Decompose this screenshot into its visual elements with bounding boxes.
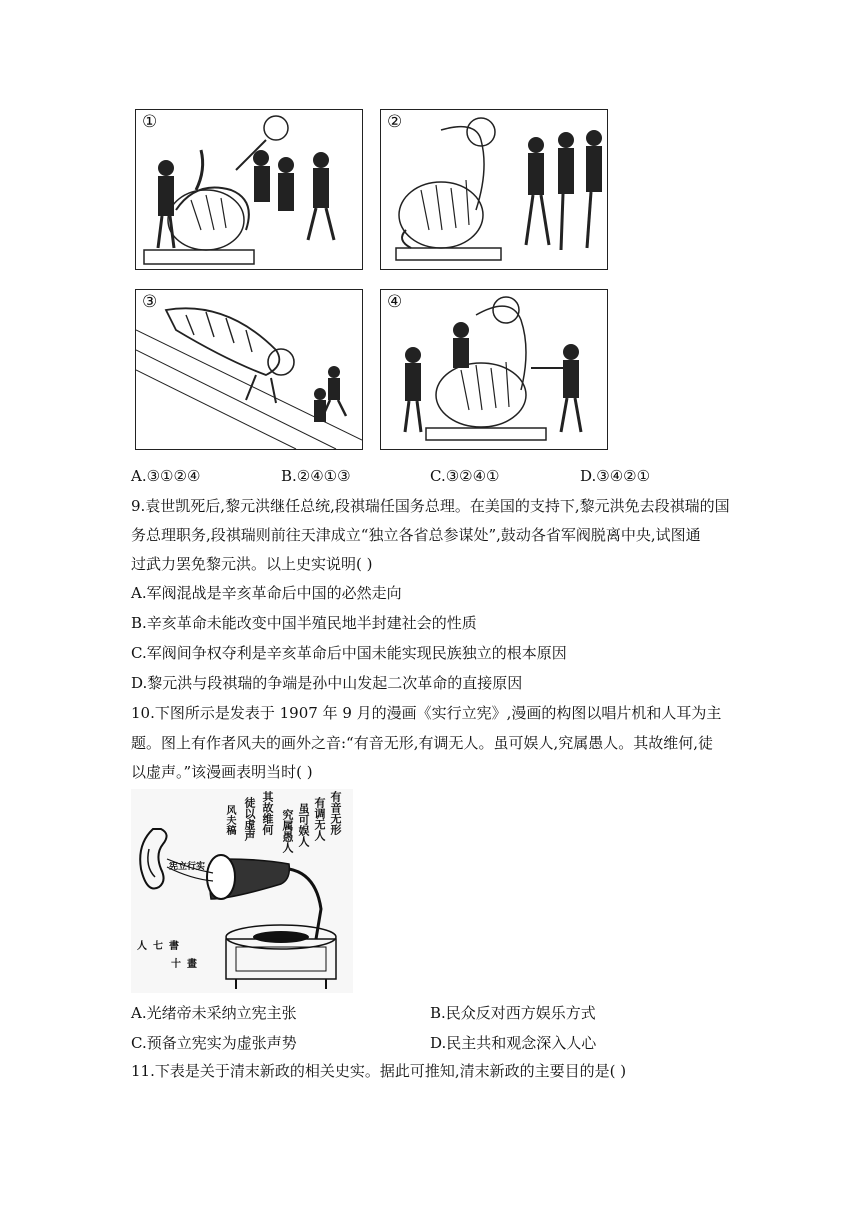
q9-option-d: D.黎元洪与段祺瑞的争端是孙中山发起二次革命的直接原因 bbox=[131, 674, 523, 692]
q9-option-b: B.辛亥革命未能改变中国半殖民地半封建社会的性质 bbox=[131, 614, 477, 632]
q9-option-c: C.军阀间争权夺利是辛亥革命后中国未能实现民族独立的根本原因 bbox=[131, 644, 567, 662]
q10-option-c: C.预备立宪实为虚张声势 bbox=[131, 1034, 297, 1052]
q8-option-b: B.②④①③ bbox=[281, 467, 351, 485]
panel-number: ① bbox=[142, 112, 158, 132]
q11-stem-line-1: 11.下表是关于清末新政的相关史实。据此可推知,清末新政的主要目的是( ) bbox=[131, 1062, 627, 1080]
q9-stem-line-1: 9.袁世凯死后,黎元洪继任总统,段祺瑞任国务总理。在美国的支持下,黎元洪免去段祺瑞的国 bbox=[131, 497, 730, 515]
q9-option-a: A.军阀混战是辛亥革命后中国的必然走向 bbox=[131, 584, 402, 602]
cartoon-record-label: 宪立行实 bbox=[169, 862, 206, 872]
gramophone-cartoon bbox=[131, 789, 353, 993]
cartoon-bottom-text-2: 十畫 bbox=[171, 959, 203, 970]
panel-number: ② bbox=[387, 112, 403, 132]
cartoon-text-col-3: 虽可娱人 bbox=[297, 803, 310, 847]
q10-option-b: B.民众反对西方娱乐方式 bbox=[430, 1004, 596, 1022]
q10-stem-line-2: 题。图上有作者风夫的画外之音:“有音无形,有调无人。虽可娱人,究属愚人。其故维何,徒 bbox=[131, 734, 714, 752]
q10-stem-line-1: 10.下图所示是发表于 1907 年 9 月的漫画《实行立宪》,漫画的构图以唱片机和人耳为主 bbox=[131, 704, 722, 722]
cartoon-text-col-4: 究属愚人 bbox=[281, 809, 294, 853]
cartoon-text-col-7: 风夫稿 bbox=[224, 805, 235, 835]
cartoon-panel-2 bbox=[380, 109, 608, 270]
cartoon-text-col-6: 徒以虚声 bbox=[243, 797, 256, 841]
cartoon-text-col-5: 其故维何 bbox=[261, 791, 274, 835]
q10-stem-line-3: 以虚声。”该漫画表明当时( ) bbox=[131, 763, 313, 781]
q10-option-a: A.光绪帝未采纳立宪主张 bbox=[131, 1004, 297, 1022]
cartoon-text-col-2: 有调无人 bbox=[313, 797, 326, 841]
cartoon-panel-3 bbox=[135, 289, 363, 450]
cartoon-text-col-1: 有音无形 bbox=[329, 791, 342, 835]
men-restraining-tiger-illustration bbox=[381, 290, 607, 449]
q8-option-c: C.③②④① bbox=[430, 467, 500, 485]
q8-option-d: D.③④②① bbox=[580, 467, 651, 485]
tiger-on-pedestal-illustration bbox=[381, 110, 607, 269]
leaping-tiger-illustration bbox=[136, 290, 362, 449]
panel-number: ③ bbox=[142, 292, 158, 312]
q8-option-a: A.③①②④ bbox=[131, 467, 201, 485]
cartoon-bottom-text-1: 人七書 bbox=[137, 941, 185, 952]
cartoon-panel-1 bbox=[135, 109, 363, 270]
cartoon-panel-4 bbox=[380, 289, 608, 450]
panel-number: ④ bbox=[387, 292, 403, 312]
q9-stem-line-2: 务总理职务,段祺瑞则前往天津成立“独立各省总参谋处”,鼓动各省军阀脱离中央,试图通 bbox=[131, 526, 701, 544]
tiger-being-pushed-illustration bbox=[136, 110, 362, 269]
q10-option-d: D.民主共和观念深入人心 bbox=[430, 1034, 597, 1052]
q9-stem-line-3: 过武力罢免黎元洪。以上史实说明( ) bbox=[131, 555, 373, 573]
